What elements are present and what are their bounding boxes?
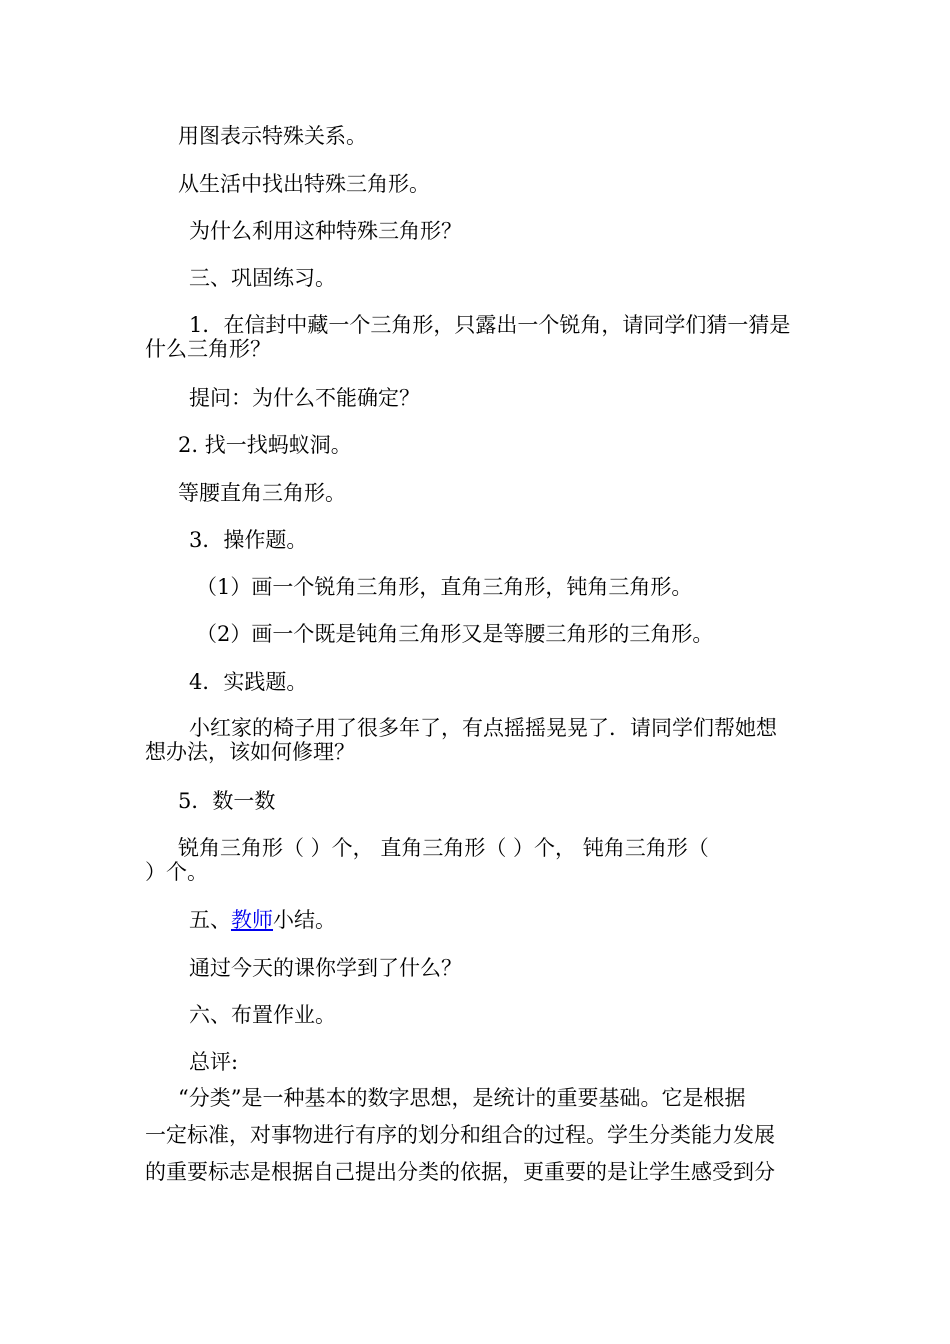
text-line: 通过今天的课你学到了什么？ xyxy=(189,956,462,980)
text-line: 的重要标志是根据自己提出分类的依据，更重要的是让学生感受到分 xyxy=(145,1160,775,1184)
summary-label: 总评: xyxy=(189,1050,239,1074)
text-line: 一定标准，对事物进行有序的划分和组合的过程。学生分类能力发展 xyxy=(145,1123,775,1147)
summary-paragraph xyxy=(145,1080,817,1191)
section-heading: 六、布置作业。 xyxy=(189,1003,336,1027)
text-line: 2. 找一找蚂蚁洞。 xyxy=(178,433,352,457)
text-line: 什么三角形？ xyxy=(145,337,271,361)
text-line: 提问：为什么不能确定？ xyxy=(189,386,420,410)
text-line: 小红家的椅子用了很多年了，有点摇摇晃晃了．请同学们帮她想 xyxy=(189,716,777,740)
text-line: 想办法，该如何修理？ xyxy=(145,740,355,764)
section-heading xyxy=(189,908,859,932)
text-line: （1）画一个锐角三角形，直角三角形，钝角三角形。 xyxy=(196,575,693,599)
text-line: （2）画一个既是钝角三角形又是等腰三角形的三角形。 xyxy=(196,622,714,646)
practice-paragraph xyxy=(145,716,815,764)
text-line: 4．实践题。 xyxy=(189,670,308,694)
teacher-link[interactable]: 教师 xyxy=(231,908,273,932)
count-exercise xyxy=(145,836,815,884)
text-line: 锐角三角形（ ）个， 直角三角形（ ）个， 钝角三角形（ xyxy=(178,836,709,860)
text-line: ）个。 xyxy=(145,860,208,884)
text-line: “分类”是一种基本的数字思想，是统计的重要基础。它是根据 xyxy=(178,1086,746,1110)
exercise-1 xyxy=(145,313,815,361)
text-line: 从生活中找出特殊三角形。 xyxy=(178,172,430,196)
text-line: 为什么利用这种特殊三角形？ xyxy=(189,219,462,243)
section-heading: 三、巩固练习。 xyxy=(189,266,336,290)
text-line: 1．在信封中藏一个三角形，只露出一个锐角，请同学们猜一猜是 xyxy=(189,313,791,337)
text-line: 用图表示特殊关系。 xyxy=(178,124,367,148)
text-line: 3．操作题。 xyxy=(189,528,308,552)
heading-suffix: 小结。 xyxy=(273,908,336,932)
text-line: 等腰直角三角形。 xyxy=(178,481,346,505)
heading-prefix: 五、 xyxy=(189,908,231,932)
text-line: 5．数一数 xyxy=(178,789,276,813)
